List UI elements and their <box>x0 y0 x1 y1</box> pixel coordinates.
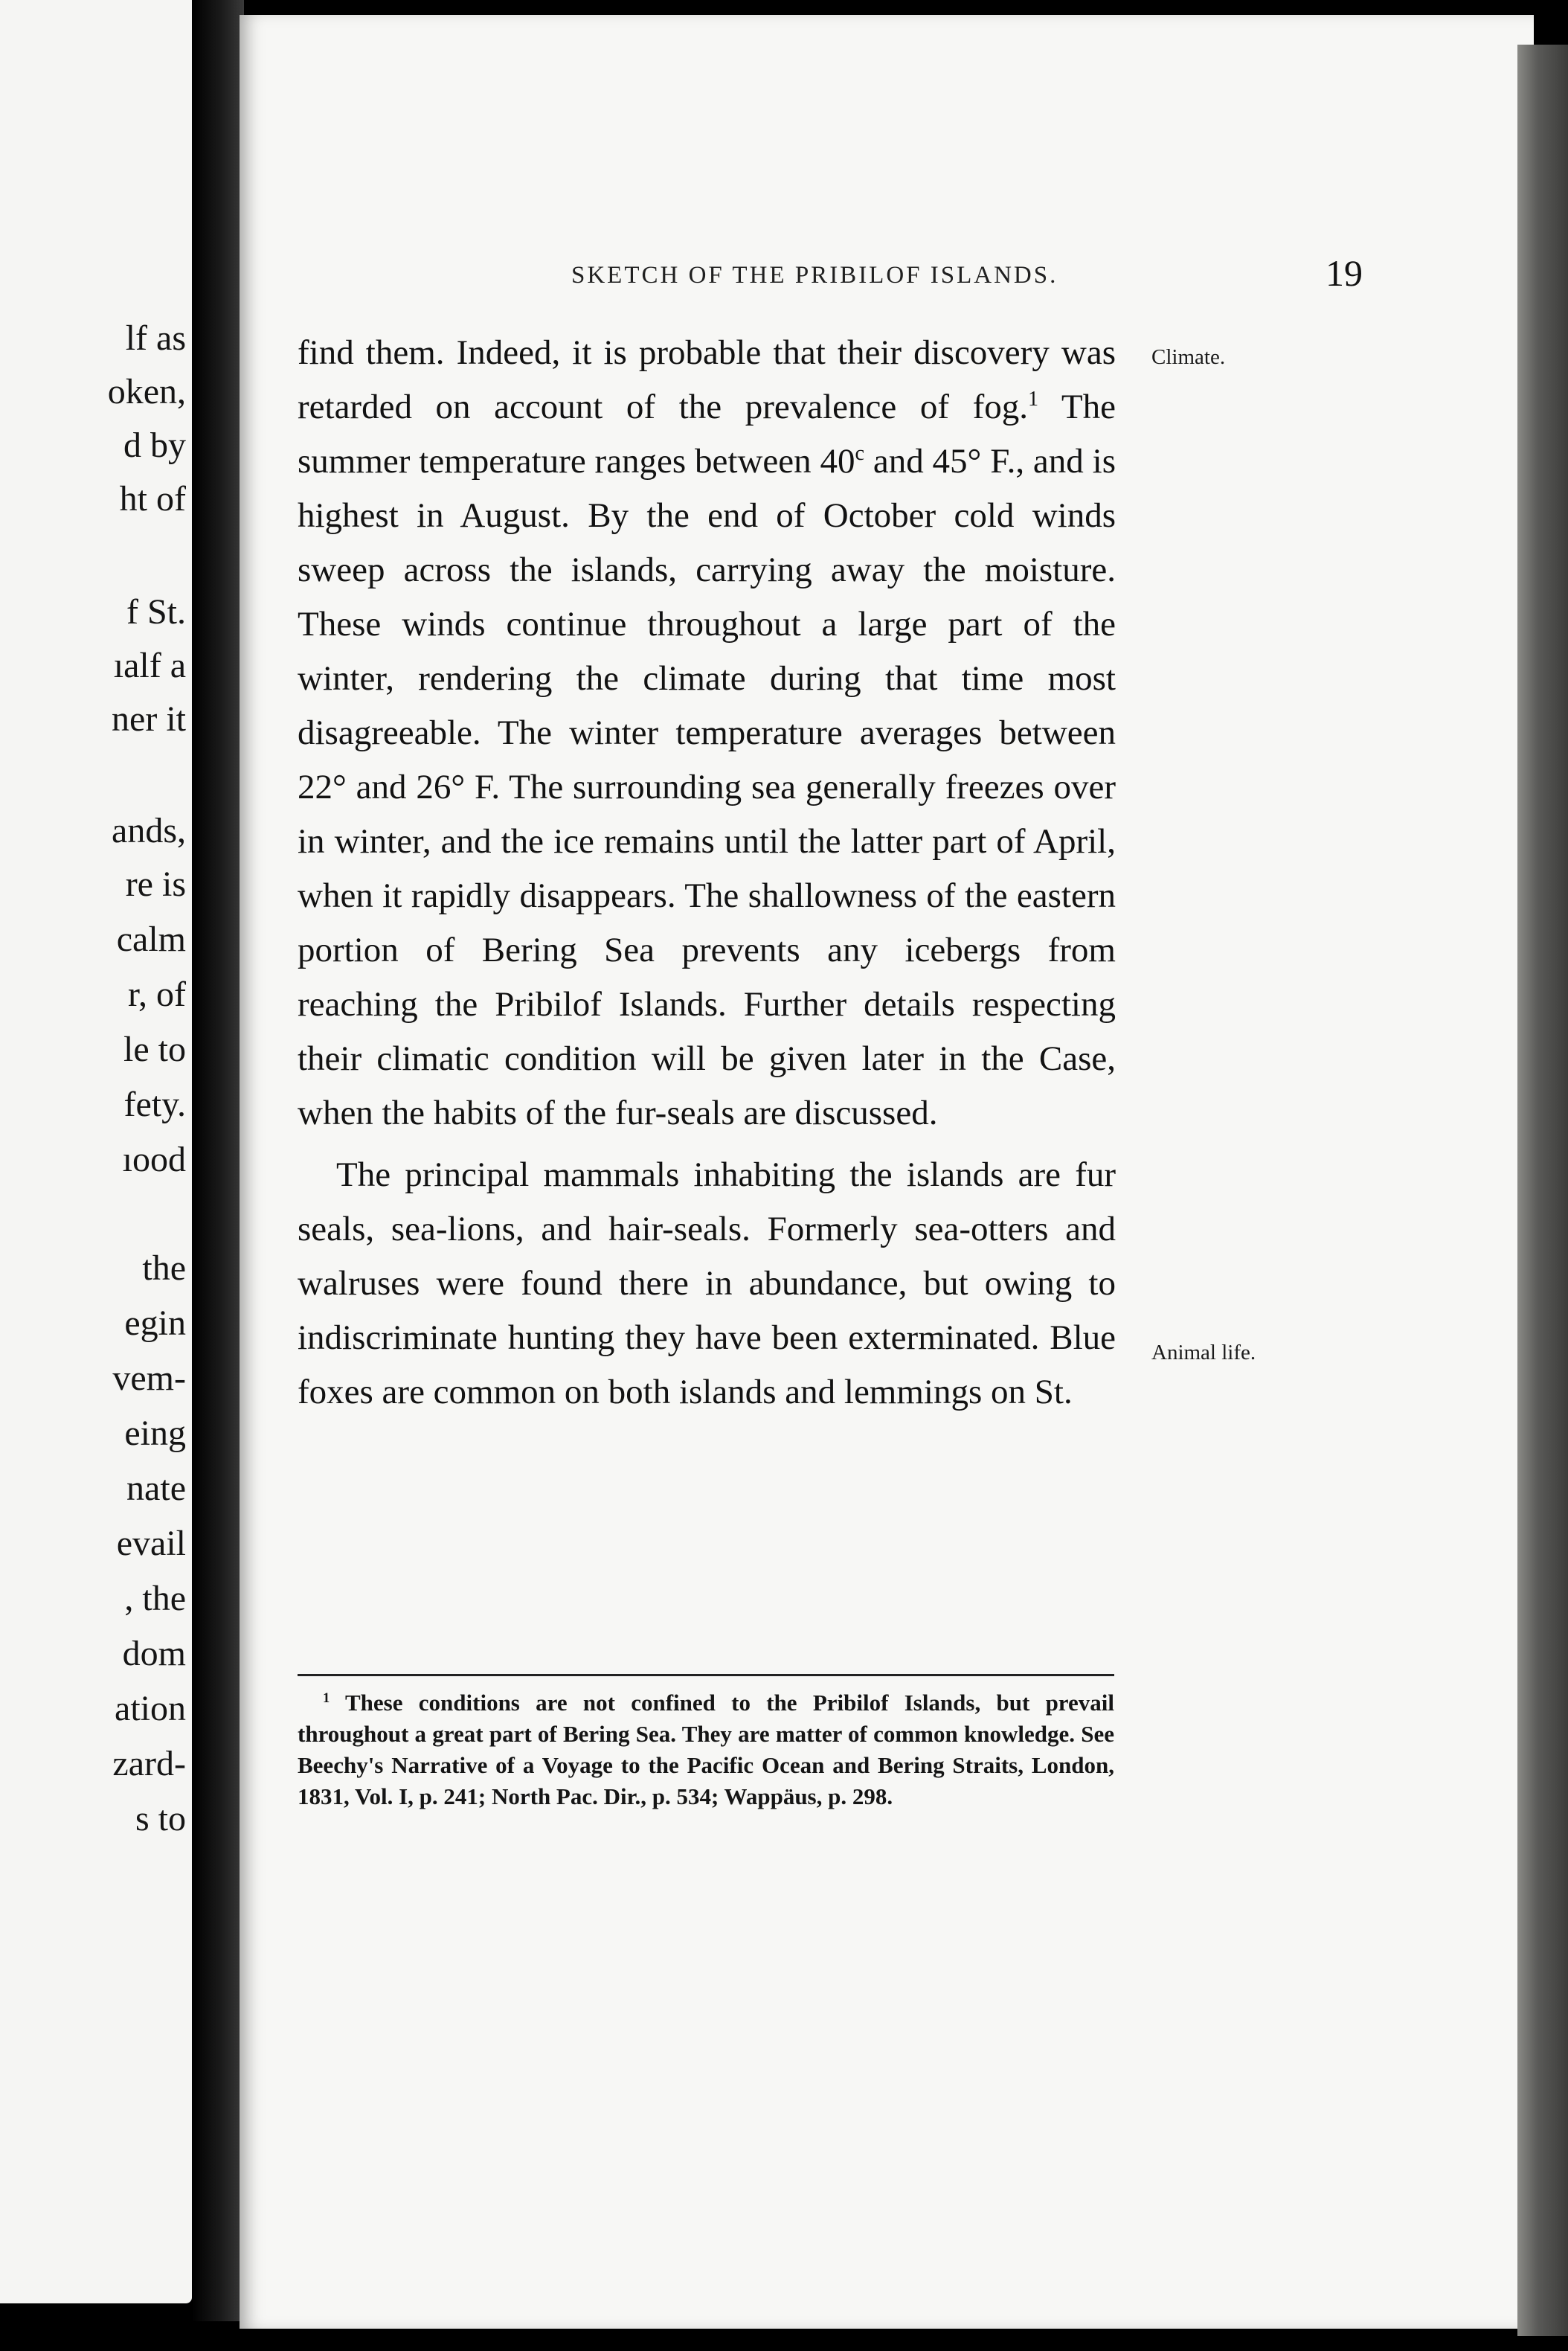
paragraph-animal-life: The principal mammals inhabiting the islands are fur seals, sea-lions, and hair-seals. Formerly sea-otters and walruses were found there in abundance, but owing to indiscriminate hunting they have been exterminated. Blue foxes are common on both islands and lemmings on St. <box>298 1155 1116 1411</box>
left-line-2: oken, <box>107 372 186 411</box>
para1-part-b: The summer temperature ranges between 40 <box>298 388 1116 481</box>
footnote-mark: 1 <box>323 1690 330 1706</box>
left-line-19: egin <box>124 1303 186 1343</box>
left-line-8: ner it <box>112 699 186 739</box>
left-line-4: ht of <box>119 479 186 519</box>
left-line-28: s to <box>135 1799 186 1838</box>
sidenote-animal-life: Animal life. <box>1151 1341 1256 1364</box>
left-line-13: r, of <box>127 975 186 1014</box>
left-line-21: eing <box>124 1414 186 1453</box>
left-line-16: ıood <box>122 1140 186 1179</box>
footnote-ref: 1 <box>1028 388 1039 411</box>
footnote <box>298 1687 1114 1812</box>
left-line-3: d by <box>123 426 186 465</box>
previous-page-fragment <box>0 0 192 2303</box>
page-edge <box>1517 45 1568 2336</box>
left-line-14: le to <box>123 1030 186 1069</box>
para1-part-c: and 45° F., and is highest in August. By the end of October cold winds sweep across the islands, carrying away the moisture. These winds continue throughout a large part of the winter, rendering the climate during that time most disagreeable. The winter temperature averages between 22° and 26° F. The surrounding sea generally freezes over in winter, and the ice remains until the latter part of April, when it rapidly disappears. The shallowness of the eastern portion of Bering Sea prevents any icebergs from reaching the Pribilof Islands. Further details respecting their climatic condition will be given later in the Case, when the habits of the fur-seals are discussed. <box>298 442 1116 1132</box>
left-line-10: ands, <box>112 811 186 850</box>
running-head: SKETCH OF THE PRIBILOF ISLANDS. <box>571 262 1058 289</box>
para1-part-a: find them. Indeed, it is probable that their discovery was retarded on account of the prevalence of fog. <box>298 333 1116 426</box>
left-line-15: fety. <box>123 1085 186 1124</box>
left-line-27: zard- <box>112 1744 186 1783</box>
main-text <box>298 326 1116 1420</box>
left-line-6: f St. <box>126 592 186 632</box>
left-line-22: nate <box>126 1469 186 1508</box>
book-gutter <box>192 0 244 2321</box>
left-line-20: vem- <box>112 1359 186 1398</box>
sidenote-climate: Climate. <box>1151 345 1226 369</box>
page-number: 19 <box>1326 252 1363 294</box>
left-line-7: ıalf a <box>113 646 186 685</box>
footnote-rule <box>298 1674 1114 1676</box>
left-line-11: re is <box>125 865 186 904</box>
left-line-18: the <box>142 1248 186 1288</box>
footnote-text: These conditions are not confined to the Pribilof Islands, but prevail throughout a great part of Bering Sea. They are matter of common knowledge. See Beechy's Narrative of a Voyage to the Pacific Ocean and Bering Straits, London, 1831, Vol. I, p. 241; North Pac. Dir., p. 534; Wappäus, p. 298. <box>298 1690 1114 1809</box>
left-line-25: dom <box>122 1634 186 1673</box>
left-line-23: evail <box>116 1524 186 1563</box>
left-line-12: calm <box>116 920 186 959</box>
left-line-1: lf as <box>125 318 186 358</box>
left-line-26: ation <box>115 1689 186 1728</box>
paragraph-climate <box>298 326 1116 1141</box>
degree-mark: c <box>855 442 864 466</box>
left-line-24: , the <box>124 1579 186 1618</box>
